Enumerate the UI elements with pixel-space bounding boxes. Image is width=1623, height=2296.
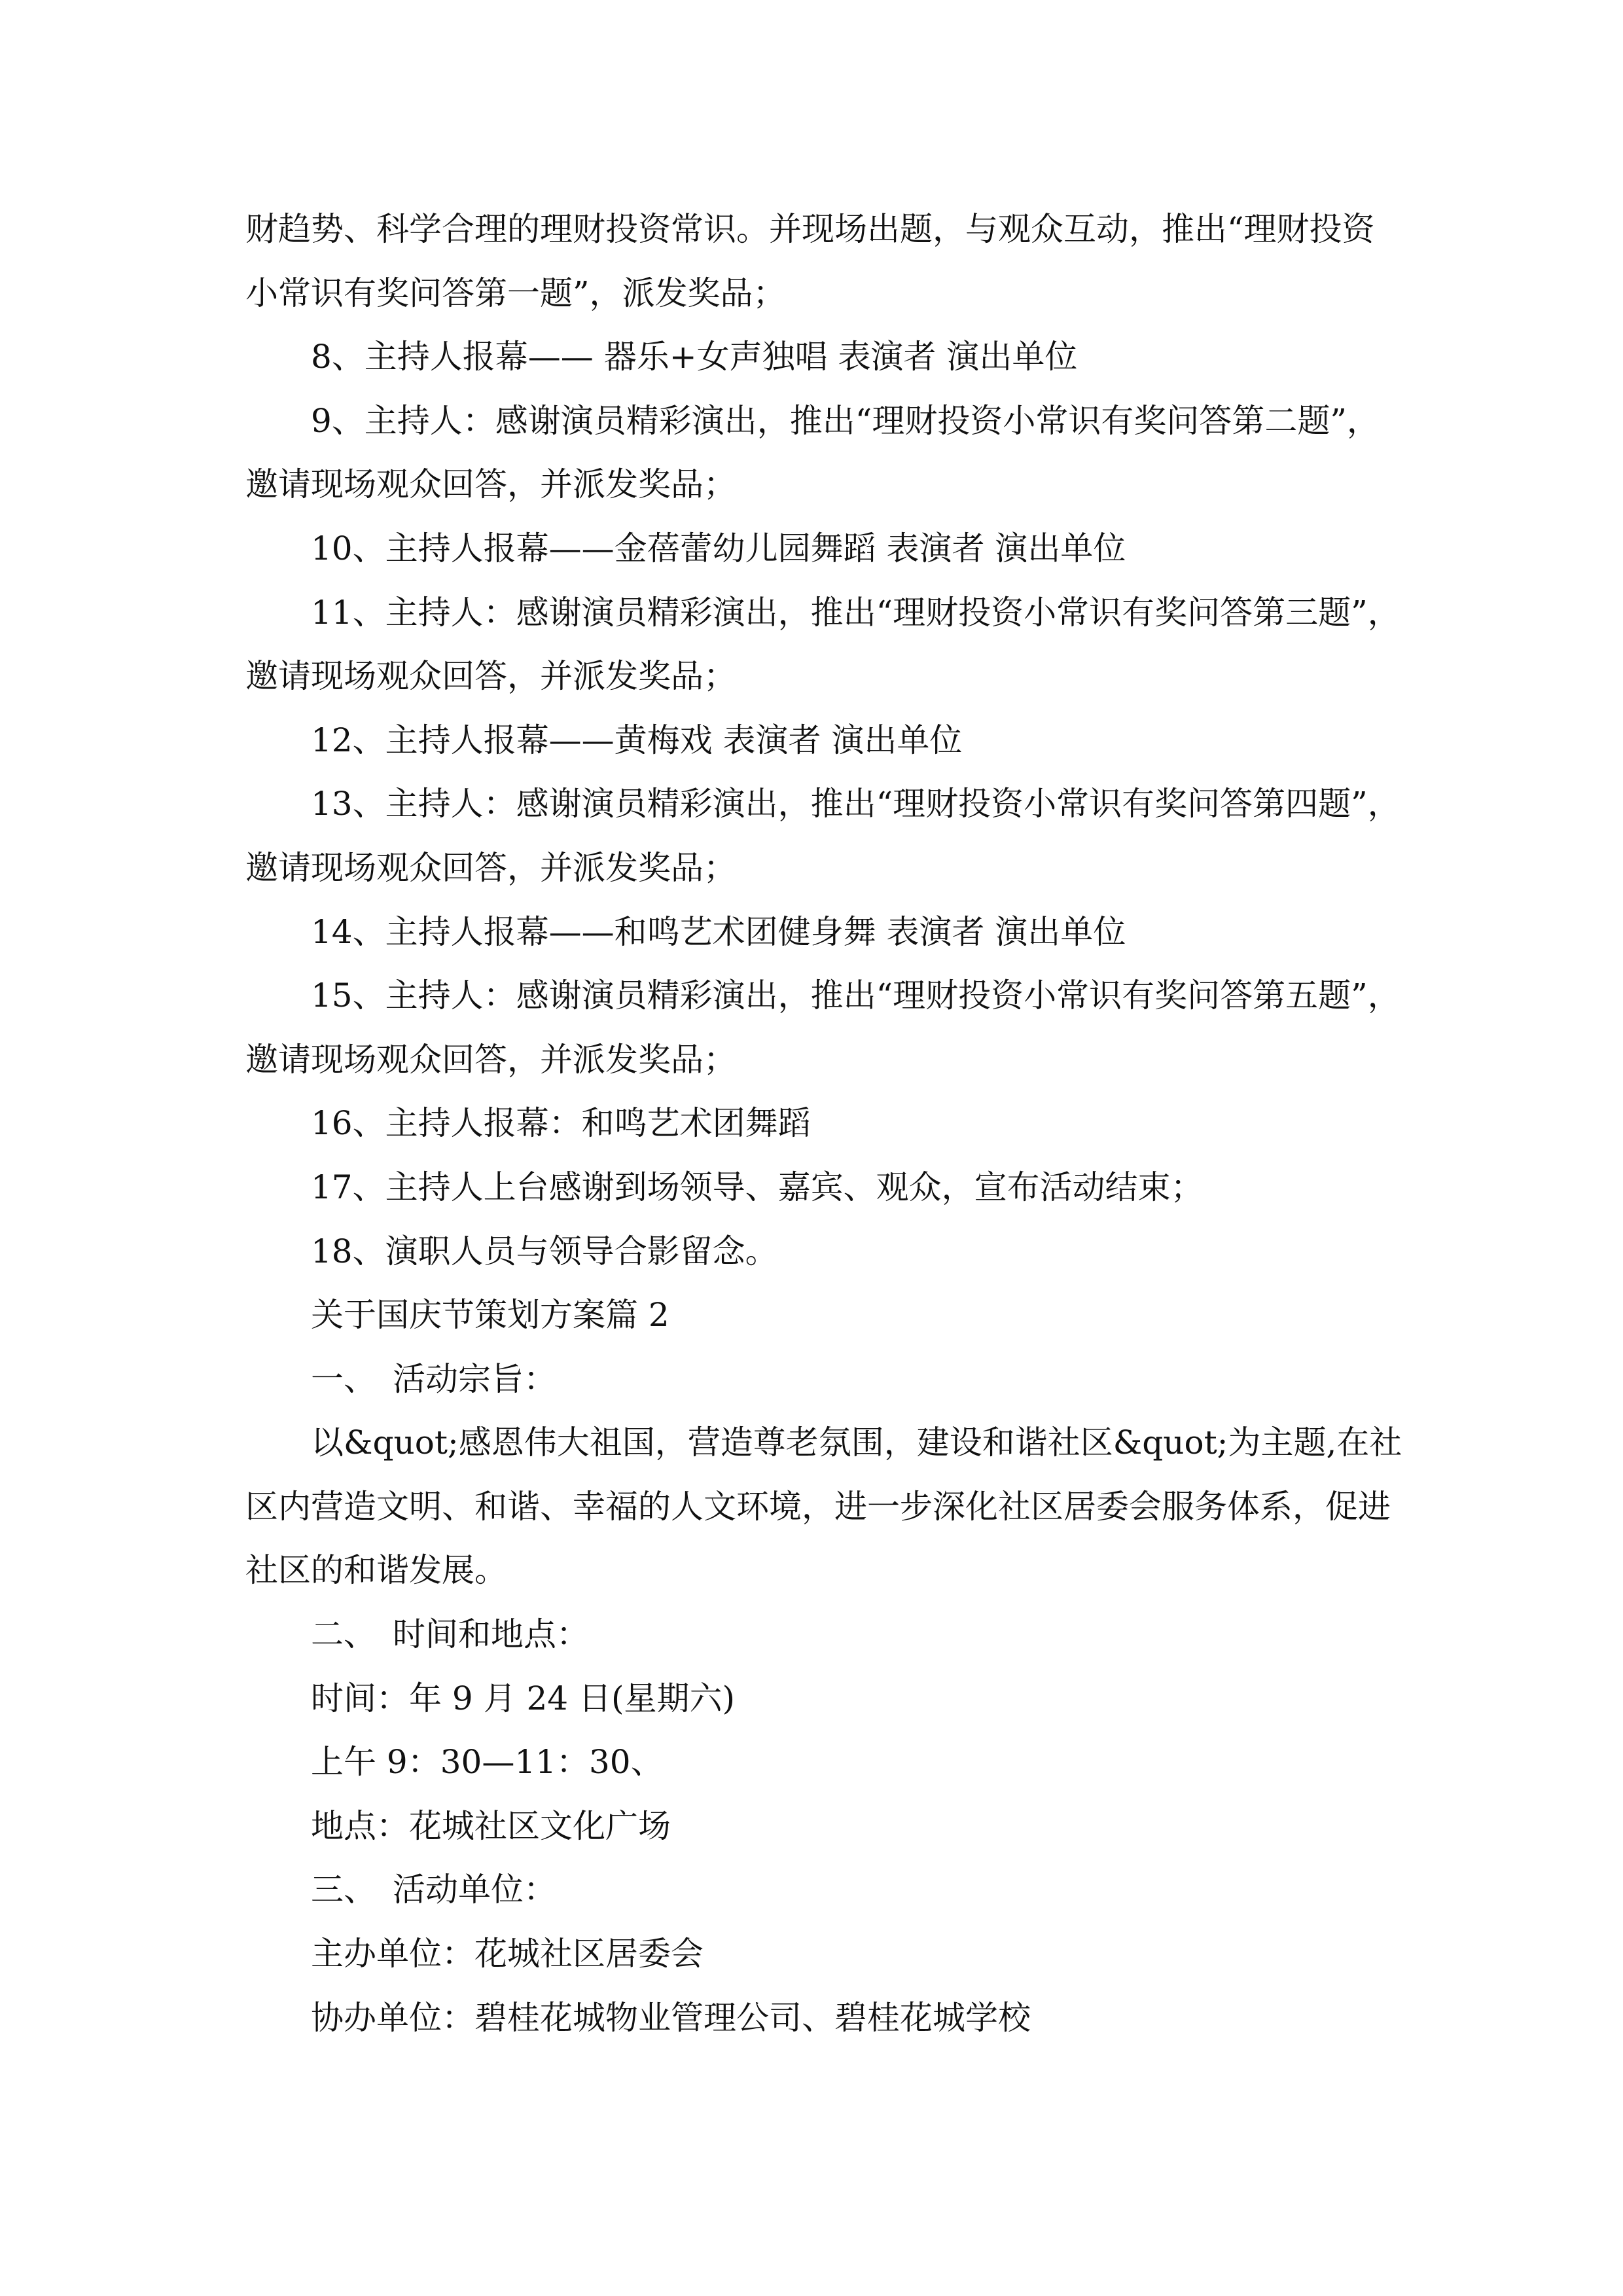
program-item-12: 12、主持人报幕——黄梅戏 表演者 演出单位 [311, 721, 963, 759]
program-item-14: 14、主持人报幕——和鸣艺术团健身舞 表演者 演出单位 [311, 912, 1126, 951]
heading-purpose: 一、 活动宗旨： [311, 1359, 556, 1398]
text-line: 邀请现场观众回答，并派发奖品； [245, 465, 736, 504]
program-item-17: 17、主持人上台感谢到场领导、嘉宾、观众，宣布活动结束； [311, 1168, 1204, 1206]
location-line: 地点：花城社区文化广场 [311, 1806, 671, 1845]
program-item-8: 8、主持人报幕—— 器乐+女声独唱 表演者 演出单位 [311, 338, 1078, 376]
paragraph-line: 社区的和谐发展。 [245, 1551, 507, 1590]
paragraph-line: 区内营造文明、和谐、幸福的人文环境，进一步深化社区居委会服务体系，促进 [245, 1487, 1391, 1526]
program-item-11: 11、主持人：感谢演员精彩演出，推出“理财投资小常识有奖问答第三题”， [311, 593, 1400, 632]
program-item-10: 10、主持人报幕——金蓓蕾幼儿园舞蹈 表演者 演出单位 [311, 529, 1126, 567]
section-title: 关于国庆节策划方案篇 2 [311, 1296, 669, 1335]
text-line: 邀请现场观众回答，并派发奖品； [245, 848, 736, 887]
time-range-line: 上午 9：30—11：30、 [311, 1743, 664, 1782]
program-item-15: 15、主持人：感谢演员精彩演出，推出“理财投资小常识有奖问答第五题”， [311, 977, 1400, 1015]
text-line: 邀请现场观众回答，并派发奖品； [245, 1040, 736, 1079]
heading-time-place: 二、 时间和地点： [311, 1615, 589, 1654]
co-organizer-line: 协办单位：碧桂花城物业管理公司、碧桂花城学校 [311, 1998, 1031, 2037]
program-item-13: 13、主持人：感谢演员精彩演出，推出“理财投资小常识有奖问答第四题”， [311, 785, 1400, 823]
host-organizer-line: 主办单位：花城社区居委会 [311, 1935, 704, 1973]
heading-organizers: 三、 活动单位： [311, 1871, 556, 1909]
program-item-16: 16、主持人报幕：和鸣艺术团舞蹈 [311, 1104, 811, 1143]
document-body [245, 198, 1402, 2050]
paragraph-line: 以&quot;感恩伟大祖国，营造尊老氛围，建设和谐社区&quot;为主题,在社 [311, 1424, 1402, 1462]
text-line: 邀请现场观众回答，并派发奖品； [245, 657, 736, 696]
text-line: 小常识有奖问答第一题”，派发奖品； [245, 274, 786, 312]
time-line: 时间：年 9 月 24 日(星期六) [311, 1679, 736, 1717]
text-line: 财趋势、科学合理的理财投资常识。并现场出题，与观众互动，推出“理财投资 [245, 210, 1375, 248]
program-item-18: 18、演职人员与领导合影留念。 [311, 1232, 778, 1270]
program-item-9: 9、主持人：感谢演员精彩演出，推出“理财投资小常识有奖问答第二题”， [311, 401, 1380, 440]
